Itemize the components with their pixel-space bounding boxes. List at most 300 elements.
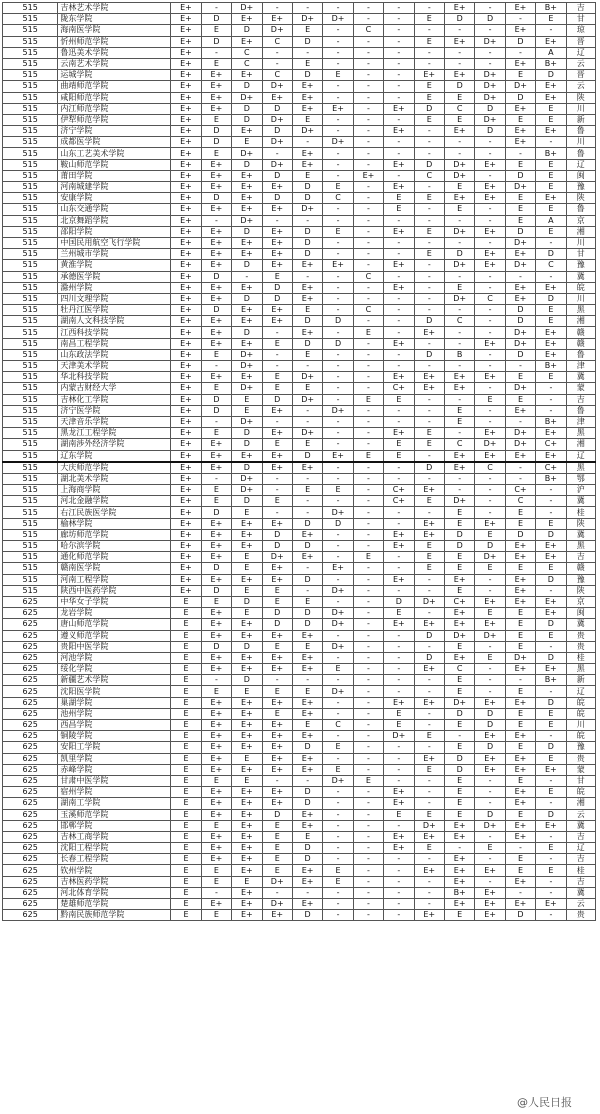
school-name-cell: 吉林化工学院 — [58, 394, 171, 405]
grade-cell: - — [353, 92, 383, 103]
table-row — [3, 675, 596, 686]
grade-cell: E+ — [292, 462, 322, 474]
school-name-cell: 江西科技学院 — [58, 327, 171, 338]
province-cell: 辽 — [566, 686, 595, 697]
table-row — [3, 899, 596, 910]
grade-cell: - — [384, 753, 414, 764]
grade-cell: - — [475, 47, 505, 58]
grade-cell: - — [384, 563, 414, 574]
province-cell: 云 — [566, 899, 595, 910]
grade-cell: E — [444, 563, 474, 574]
province-cell: 云 — [566, 58, 595, 69]
table-row — [3, 686, 596, 697]
province-cell: 皖 — [566, 731, 595, 742]
grade-cell: E+ — [292, 293, 322, 304]
grade-cell: D — [232, 439, 262, 450]
grade-cell: - — [353, 349, 383, 360]
grade-cell: - — [323, 899, 353, 910]
rank-cell: 515 — [3, 159, 58, 170]
province-cell: 陕 — [566, 518, 595, 529]
grade-cell: - — [536, 383, 566, 394]
province-cell: 京 — [566, 215, 595, 226]
province-cell: 吉 — [566, 854, 595, 865]
grade-cell: - — [292, 416, 322, 427]
grade-cell: E+ — [171, 58, 201, 69]
grade-cell: E — [505, 563, 535, 574]
grade-cell: D — [292, 193, 322, 204]
table-row — [3, 182, 596, 193]
grade-cell: E+ — [536, 36, 566, 47]
grade-cell: E+ — [384, 428, 414, 439]
table-row — [3, 148, 596, 159]
grade-cell: E — [262, 854, 292, 865]
rank-cell: 625 — [3, 753, 58, 764]
school-name-cell: 陇东学院 — [58, 14, 171, 25]
grade-cell: E+ — [414, 697, 444, 708]
grade-cell: E — [323, 485, 353, 496]
grade-cell: D — [536, 529, 566, 540]
grade-cell: E+ — [414, 664, 444, 675]
grade-cell: - — [353, 910, 383, 921]
grade-cell: D — [444, 249, 474, 260]
grade-cell: E+ — [414, 372, 444, 383]
grade-cell: D — [475, 708, 505, 719]
grade-cell: - — [505, 462, 535, 474]
table-row — [3, 641, 596, 652]
grade-cell: E+ — [201, 664, 231, 675]
grade-cell: - — [414, 416, 444, 427]
grade-cell: E — [292, 439, 322, 450]
grade-cell: E — [232, 394, 262, 405]
grade-cell: E — [171, 854, 201, 865]
grade-cell: - — [384, 507, 414, 518]
grade-cell: E+ — [292, 809, 322, 820]
grade-cell: E — [536, 114, 566, 125]
grade-cell: E+ — [171, 14, 201, 25]
grade-cell: E+ — [171, 170, 201, 181]
grade-cell: - — [475, 496, 505, 507]
province-cell: 湘 — [566, 316, 595, 327]
grade-cell: - — [292, 215, 322, 226]
school-name-cell: 哈尔滨学院 — [58, 541, 171, 552]
grade-cell: E+ — [536, 764, 566, 775]
grade-cell: E+ — [292, 148, 322, 159]
province-cell: 甘 — [566, 14, 595, 25]
grade-cell: E — [201, 820, 231, 831]
grade-cell: E+ — [171, 462, 201, 474]
grade-cell: D+ — [505, 652, 535, 663]
school-name-cell: 沈阳医学院 — [58, 686, 171, 697]
grade-cell: E — [505, 720, 535, 731]
grade-cell: C — [353, 271, 383, 282]
grade-cell: D — [232, 641, 262, 652]
grade-cell: - — [475, 507, 505, 518]
grade-cell: E+ — [201, 529, 231, 540]
grade-cell: D — [444, 541, 474, 552]
province-cell: 鲁 — [566, 126, 595, 137]
grade-cell: D — [232, 675, 262, 686]
grade-cell: E — [171, 764, 201, 775]
grade-cell: - — [414, 742, 444, 753]
grade-cell: - — [536, 237, 566, 248]
school-name-cell: 凯里学院 — [58, 753, 171, 764]
grade-cell: - — [505, 675, 535, 686]
grade-cell: E+ — [201, 372, 231, 383]
grade-cell: E+ — [201, 249, 231, 260]
grade-cell: E+ — [292, 282, 322, 293]
grade-cell: D+ — [323, 686, 353, 697]
province-cell: 甘 — [566, 775, 595, 786]
grade-cell: D+ — [384, 731, 414, 742]
grade-cell: E — [505, 193, 535, 204]
grade-cell: - — [384, 148, 414, 159]
grade-cell: D — [505, 226, 535, 237]
grade-cell: - — [323, 708, 353, 719]
grade-cell: E+ — [262, 664, 292, 675]
grade-cell: - — [414, 361, 444, 372]
grade-cell: E — [505, 507, 535, 518]
grade-cell: E+ — [292, 731, 322, 742]
grade-cell: - — [384, 775, 414, 786]
rank-cell: 515 — [3, 450, 58, 462]
province-cell: 黑 — [566, 462, 595, 474]
grade-cell: D+ — [323, 14, 353, 25]
grade-cell: E+ — [536, 596, 566, 607]
grade-cell: E — [444, 518, 474, 529]
grade-cell: E — [414, 249, 444, 260]
grade-cell: D — [262, 282, 292, 293]
grade-cell: E+ — [292, 260, 322, 271]
rank-cell: 625 — [3, 910, 58, 921]
grade-cell: E — [414, 764, 444, 775]
grade-cell: E — [536, 865, 566, 876]
grade-cell: E+ — [171, 552, 201, 563]
grade-cell: D+ — [292, 204, 322, 215]
grade-cell: E+ — [505, 753, 535, 764]
table-row — [3, 596, 596, 607]
grade-cell: - — [323, 3, 353, 14]
school-name-cell: 吉林艺术学院 — [58, 3, 171, 14]
grade-cell: E — [384, 608, 414, 619]
grade-cell: E — [171, 641, 201, 652]
grade-cell: D — [292, 237, 322, 248]
grade-cell: D — [232, 327, 262, 338]
province-cell: 蒙 — [566, 383, 595, 394]
grade-cell: E — [262, 843, 292, 854]
table-row — [3, 14, 596, 25]
grade-cell: E — [414, 92, 444, 103]
rank-cell: 515 — [3, 215, 58, 226]
province-cell: 皖 — [566, 787, 595, 798]
table-row — [3, 652, 596, 663]
grade-cell: B+ — [536, 416, 566, 427]
province-cell: 贵 — [566, 753, 595, 764]
grade-cell: E+ — [262, 731, 292, 742]
table-row — [3, 552, 596, 563]
grade-cell: E — [444, 775, 474, 786]
grade-cell: - — [414, 876, 444, 887]
table-row — [3, 137, 596, 148]
grade-cell: E — [171, 899, 201, 910]
grade-cell: D — [201, 507, 231, 518]
grade-cell: - — [384, 137, 414, 148]
grade-cell: E+ — [414, 831, 444, 842]
grade-cell: E — [444, 742, 474, 753]
grade-cell: E+ — [171, 372, 201, 383]
school-name-cell: 莆田学院 — [58, 170, 171, 181]
grade-cell: E+ — [201, 462, 231, 474]
grade-cell: E+ — [384, 182, 414, 193]
grade-cell: E+ — [262, 450, 292, 462]
grade-cell: - — [353, 226, 383, 237]
grade-cell: E — [444, 910, 474, 921]
province-cell: 贵 — [566, 630, 595, 641]
grade-cell: E — [292, 641, 322, 652]
school-name-cell: 贵阳中医学院 — [58, 641, 171, 652]
grade-cell: E — [505, 775, 535, 786]
grade-cell: - — [353, 36, 383, 47]
grade-cell: E+ — [171, 338, 201, 349]
rank-cell: 625 — [3, 720, 58, 731]
grade-cell: D+ — [292, 428, 322, 439]
rank-cell: 515 — [3, 204, 58, 215]
grade-cell: E — [201, 876, 231, 887]
grade-cell: E+ — [232, 831, 262, 842]
grade-cell: - — [414, 126, 444, 137]
grade-cell: E — [171, 686, 201, 697]
grade-cell: E — [475, 652, 505, 663]
grade-cell: D+ — [262, 114, 292, 125]
table-row — [3, 25, 596, 36]
grade-cell: D+ — [505, 81, 535, 92]
grade-cell: E+ — [232, 574, 262, 585]
grade-cell: E+ — [232, 518, 262, 529]
rank-cell: 515 — [3, 114, 58, 125]
grade-cell: E — [444, 114, 474, 125]
grade-cell: D — [262, 193, 292, 204]
grade-cell: - — [414, 25, 444, 36]
school-name-cell: 新疆艺术学院 — [58, 675, 171, 686]
grade-cell: E+ — [171, 473, 201, 484]
grade-cell: D+ — [232, 349, 262, 360]
grade-cell: A — [536, 47, 566, 58]
grade-cell: D — [536, 249, 566, 260]
grade-cell: D — [536, 574, 566, 585]
grade-cell: E — [323, 742, 353, 753]
grade-cell: E+ — [171, 416, 201, 427]
grade-cell: C — [414, 170, 444, 181]
grade-cell: E+ — [171, 237, 201, 248]
grade-cell: - — [414, 260, 444, 271]
grade-cell: E+ — [384, 787, 414, 798]
grade-cell: - — [201, 47, 231, 58]
grade-cell: E — [444, 720, 474, 731]
grade-cell: E+ — [505, 249, 535, 260]
table-row — [3, 731, 596, 742]
school-name-cell: 楚雄师范学院 — [58, 899, 171, 910]
rank-cell: 515 — [3, 563, 58, 574]
table-row — [3, 439, 596, 450]
grade-cell: E+ — [475, 428, 505, 439]
rank-cell: 515 — [3, 70, 58, 81]
grade-cell: - — [414, 215, 444, 226]
grade-cell: - — [414, 137, 444, 148]
grade-cell: E — [536, 305, 566, 316]
grade-cell: - — [353, 416, 383, 427]
grade-cell: C+ — [384, 383, 414, 394]
grade-cell: - — [384, 518, 414, 529]
grade-cell: D+ — [444, 293, 474, 304]
grade-cell: E — [536, 708, 566, 719]
grade-cell: C — [505, 496, 535, 507]
grade-cell: E+ — [201, 70, 231, 81]
table-row — [3, 809, 596, 820]
table-row — [3, 541, 596, 552]
grade-cell: D — [536, 809, 566, 820]
province-cell: 冀 — [566, 887, 595, 898]
grade-cell: B+ — [536, 148, 566, 159]
grade-cell: - — [262, 887, 292, 898]
grade-cell: E+ — [475, 619, 505, 630]
grade-cell: - — [323, 36, 353, 47]
grade-cell: E+ — [171, 226, 201, 237]
grade-cell: E+ — [262, 574, 292, 585]
grade-cell: E+ — [475, 753, 505, 764]
school-name-cell: 山东政法学院 — [58, 349, 171, 360]
grade-cell: E — [171, 887, 201, 898]
grade-cell: E+ — [475, 372, 505, 383]
grade-cell: - — [505, 473, 535, 484]
grade-cell: - — [353, 720, 383, 731]
grade-cell: E — [536, 630, 566, 641]
grade-cell: E+ — [232, 731, 262, 742]
grade-cell: E+ — [505, 405, 535, 416]
grade-cell: E+ — [201, 260, 231, 271]
rank-cell: 515 — [3, 282, 58, 293]
grade-cell: - — [353, 541, 383, 552]
grade-cell: - — [232, 271, 262, 282]
grade-cell: E+ — [536, 820, 566, 831]
province-cell: 津 — [566, 416, 595, 427]
grade-cell: E+ — [262, 182, 292, 193]
grade-cell: - — [323, 652, 353, 663]
rank-cell: 625 — [3, 708, 58, 719]
grade-cell: - — [414, 608, 444, 619]
grade-cell: - — [353, 316, 383, 327]
grade-cell: - — [323, 327, 353, 338]
grade-cell: E+ — [201, 899, 231, 910]
grade-cell: E+ — [505, 876, 535, 887]
grade-cell: E — [171, 843, 201, 854]
grade-cell: - — [414, 798, 444, 809]
grade-cell: E — [444, 416, 474, 427]
grade-cell: D+ — [232, 148, 262, 159]
grade-cell: E+ — [505, 293, 535, 304]
grade-cell: E+ — [384, 529, 414, 540]
grade-cell: E+ — [292, 552, 322, 563]
grade-cell: - — [384, 47, 414, 58]
province-cell: 鲁 — [566, 349, 595, 360]
table-row — [3, 36, 596, 47]
grade-cell: - — [414, 686, 444, 697]
grade-cell: - — [353, 338, 383, 349]
grade-cell: E — [262, 686, 292, 697]
grade-cell: D+ — [323, 507, 353, 518]
grade-cell: D+ — [414, 596, 444, 607]
grade-cell: - — [323, 58, 353, 69]
grade-cell: E+ — [232, 809, 262, 820]
grade-cell: - — [323, 126, 353, 137]
table-row — [3, 462, 596, 474]
province-cell: 吉 — [566, 394, 595, 405]
grade-cell: - — [475, 798, 505, 809]
grade-cell: E+ — [171, 282, 201, 293]
table-row — [3, 820, 596, 831]
grade-cell: E+ — [475, 450, 505, 462]
school-name-cell: 河北体育学院 — [58, 887, 171, 898]
grade-cell: - — [323, 462, 353, 474]
grade-cell: E+ — [201, 764, 231, 775]
grade-cell: D+ — [262, 25, 292, 36]
grade-cell: E — [171, 775, 201, 786]
school-name-cell: 铜陵学院 — [58, 731, 171, 742]
grade-cell: - — [414, 47, 444, 58]
grade-cell: - — [414, 720, 444, 731]
grade-cell: E — [262, 585, 292, 596]
grade-cell: - — [323, 282, 353, 293]
table-row — [3, 887, 596, 898]
school-name-cell: 黑龙江工程学院 — [58, 428, 171, 439]
rank-cell: 625 — [3, 742, 58, 753]
table-row — [3, 372, 596, 383]
grade-cell: E+ — [262, 652, 292, 663]
grade-cell: E+ — [536, 282, 566, 293]
grade-cell: D — [201, 271, 231, 282]
grade-cell: - — [444, 305, 474, 316]
grade-cell: - — [262, 327, 292, 338]
grade-cell: E+ — [171, 47, 201, 58]
grade-cell: D — [444, 764, 474, 775]
rank-cell: 515 — [3, 405, 58, 416]
grade-cell: E — [262, 831, 292, 842]
grade-cell: - — [536, 507, 566, 518]
grade-cell: B+ — [536, 361, 566, 372]
province-cell: 晋 — [566, 36, 595, 47]
grade-cell: - — [444, 428, 474, 439]
grade-cell: E — [323, 764, 353, 775]
grade-cell: E+ — [171, 405, 201, 416]
grade-cell: D — [201, 563, 231, 574]
table-row — [3, 383, 596, 394]
grade-cell: E — [444, 405, 474, 416]
grade-cell: - — [384, 25, 414, 36]
grade-cell: E+ — [353, 170, 383, 181]
grade-cell: E — [201, 58, 231, 69]
grade-cell: - — [353, 58, 383, 69]
grade-cell: - — [262, 349, 292, 360]
province-cell: 鲁 — [566, 148, 595, 159]
grade-cell: E+ — [292, 103, 322, 114]
grade-cell: - — [384, 361, 414, 372]
grade-cell: E+ — [444, 574, 474, 585]
table-row — [3, 316, 596, 327]
grade-cell: - — [353, 641, 383, 652]
grade-cell: - — [444, 485, 474, 496]
grade-cell: E+ — [201, 92, 231, 103]
rank-cell: 625 — [3, 899, 58, 910]
school-name-cell: 牡丹江医学院 — [58, 305, 171, 316]
table-row — [3, 282, 596, 293]
